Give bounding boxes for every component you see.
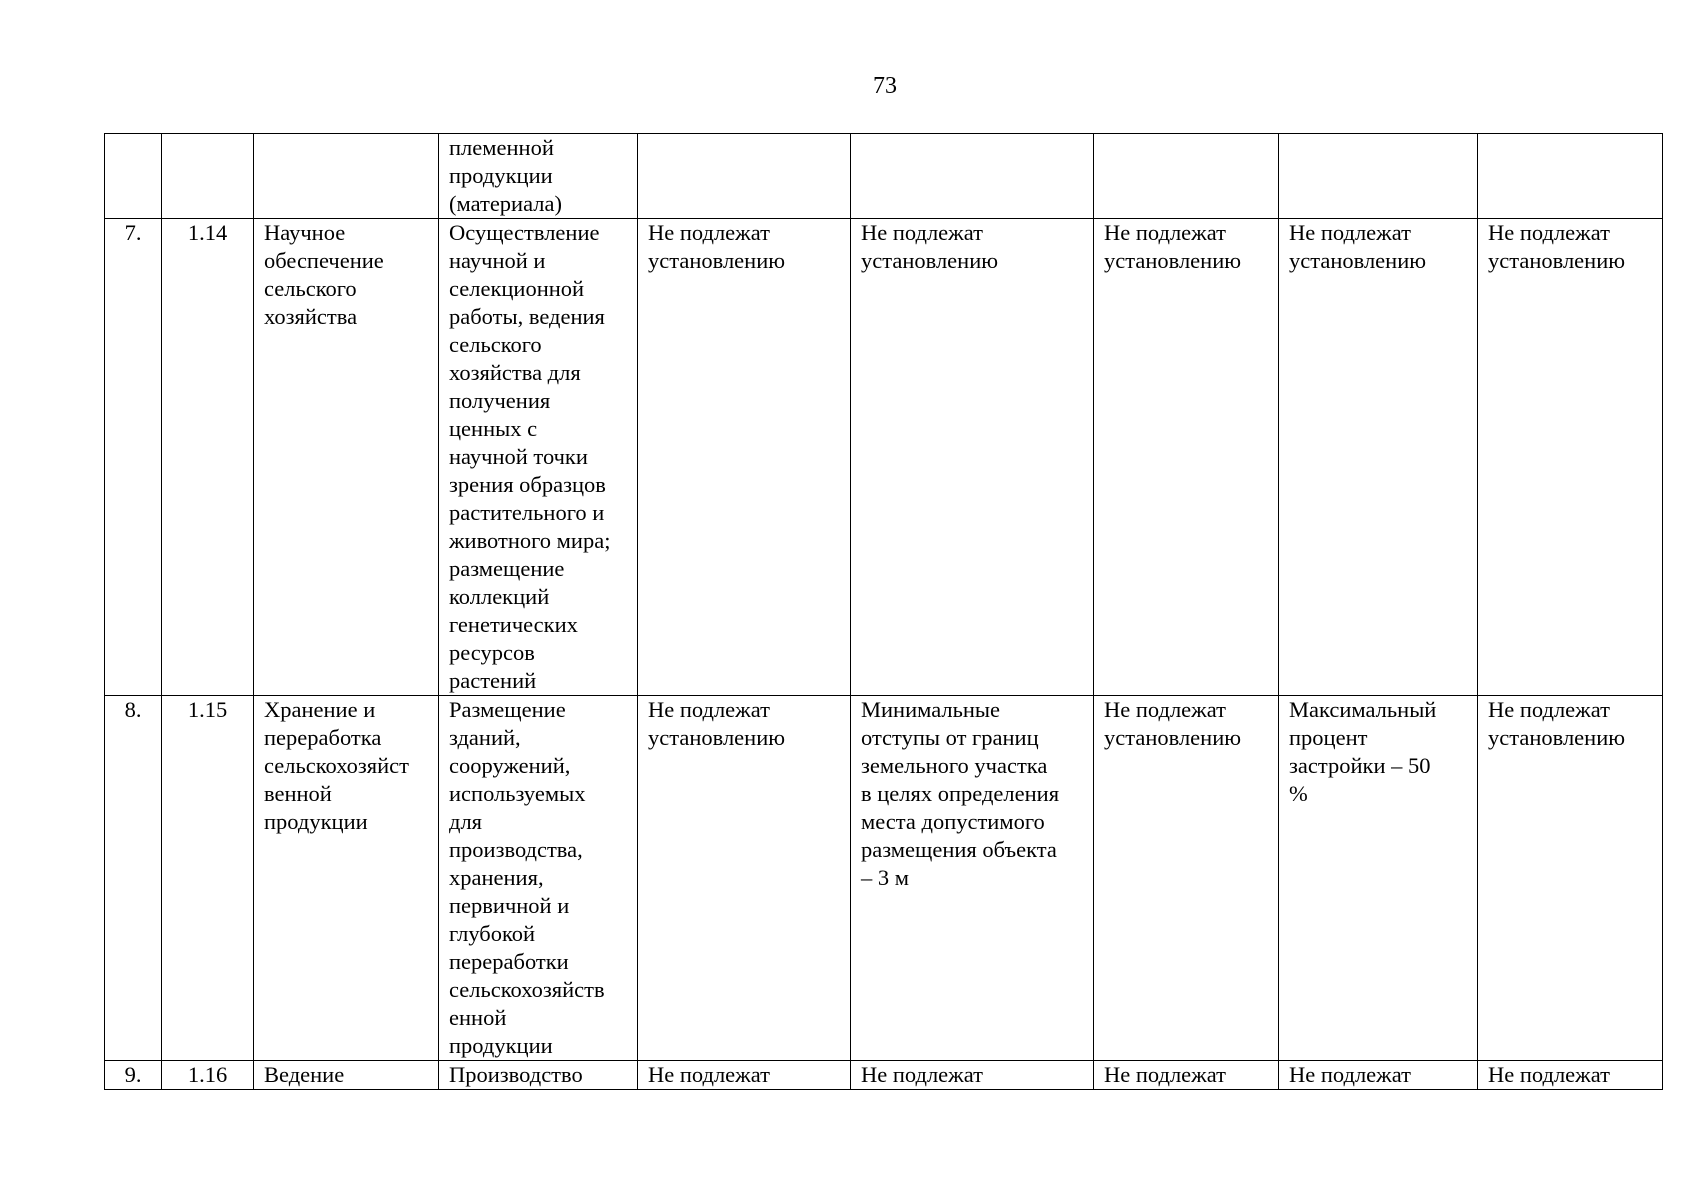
cell-line: сельскохозяйств [449,977,605,1002]
cell-line: застройки – 50 [1289,753,1431,778]
cell-line: установлению [1289,248,1427,273]
code-cell [162,1061,254,1090]
cell-line: установлению [1488,248,1626,273]
param-cell-3 [1094,219,1279,696]
param-cell-4 [1279,219,1478,696]
row-number-cell [105,696,162,1061]
cell-line: установлению [648,248,786,273]
cell-line: сельскохозяйст [264,753,409,778]
table-row [105,696,1663,1061]
cell-line: венной [264,781,332,806]
cell-line: процент [1289,725,1368,750]
cell-line: Научное [264,220,346,245]
cell-line: Не подлежат [648,220,770,245]
param-cell-1 [638,219,851,696]
cell-line: продукции [264,809,368,834]
cell-line: Размещение [449,697,566,722]
cell-line: 8. [124,697,142,722]
table-row [105,134,1663,219]
cell-line: 1.16 [187,1062,228,1087]
use-description-cell [439,696,638,1061]
regulations-table [104,133,1663,1090]
row-number-cell [105,219,162,696]
cell-line: (материала) [449,191,562,216]
cell-line: Не подлежат [1488,1062,1610,1087]
param-cell-5 [1478,1061,1663,1090]
param-cell-2 [851,219,1094,696]
cell-line: Не подлежат [1104,697,1226,722]
table-row [105,219,1663,696]
cell-line: для [449,809,483,834]
cell-line: 1.14 [187,220,228,245]
param-cell-2 [851,696,1094,1061]
row-number-cell [105,1061,162,1090]
cell-line: ресурсов [449,640,535,665]
use-name-cell [254,219,439,696]
cell-line: переработка [264,725,382,750]
cell-line: обеспечение [264,248,384,273]
use-description-cell [439,219,638,696]
cell-line: Осуществление [449,220,600,245]
cell-line: Не подлежат [648,1062,770,1087]
cell-line: научной и [449,248,546,273]
table-row [105,1061,1663,1090]
cell-line: – 3 м [861,865,909,890]
param-cell-4 [1279,1061,1478,1090]
cell-line: енной [449,1005,507,1030]
use-name-cell [254,696,439,1061]
cell-line: Производство [449,1062,583,1087]
cell-line: зданий, [449,725,521,750]
param-cell-5 [1478,134,1663,219]
table-body [105,134,1663,1090]
param-cell-1 [638,696,851,1061]
cell-line: установлению [1488,725,1626,750]
cell-line: Не подлежат [1104,220,1226,245]
param-cell-3 [1094,696,1279,1061]
cell-line: Хранение и [264,697,376,722]
param-cell-1 [638,1061,851,1090]
row-number-cell [105,134,162,219]
cell-line: первичной и [449,893,570,918]
cell-line: размещение [449,556,565,581]
param-cell-5 [1478,696,1663,1061]
cell-line: ценных с [449,416,538,441]
cell-line: установлению [648,725,786,750]
code-cell [162,219,254,696]
cell-line: продукции [449,1033,553,1058]
cell-line: земельного участка [861,753,1048,778]
cell-line: хозяйства [264,304,358,329]
cell-line: Не подлежат [1289,220,1411,245]
page-number: 73 [873,73,897,99]
cell-line: 1.15 [187,697,228,722]
cell-line: продукции [449,163,553,188]
cell-line: Минимальные [861,697,1001,722]
cell-line: Не подлежат [1488,697,1610,722]
cell-line: сооружений, [449,753,571,778]
param-cell-3 [1094,1061,1279,1090]
param-cell-2 [851,1061,1094,1090]
code-cell [162,696,254,1061]
use-description-cell [439,1061,638,1090]
cell-line: Не подлежат [861,1062,983,1087]
cell-line: племенной [449,135,554,160]
cell-line: размещения объекта [861,837,1057,862]
cell-line: установлению [861,248,999,273]
cell-line: хранения, [449,865,544,890]
cell-line: растительного и [449,500,605,525]
param-cell-5 [1478,219,1663,696]
cell-line: получения [449,388,551,413]
cell-line: животного мира; [449,528,611,553]
cell-line: растений [449,668,537,693]
cell-line: Не подлежат [648,697,770,722]
cell-line: используемых [449,781,586,806]
cell-line: Не подлежат [1104,1062,1226,1087]
cell-line: Не подлежат [1488,220,1610,245]
cell-line: генетических [449,612,578,637]
cell-line: научной точки [449,444,588,469]
param-cell-4 [1279,696,1478,1061]
cell-line: сельского [264,276,357,301]
param-cell-4 [1279,134,1478,219]
cell-line: переработки [449,949,569,974]
code-cell [162,134,254,219]
use-name-cell [254,1061,439,1090]
param-cell-3 [1094,134,1279,219]
cell-line: установлению [1104,248,1242,273]
cell-line: % [1289,781,1308,806]
cell-line: хозяйства для [449,360,581,385]
cell-line: Ведение [264,1062,345,1087]
cell-line: селекционной [449,276,585,301]
cell-line: Не подлежат [861,220,983,245]
cell-line: установлению [1104,725,1242,750]
use-description-cell [439,134,638,219]
param-cell-2 [851,134,1094,219]
cell-line: отступы от границ [861,725,1039,750]
cell-line: в целях определения [861,781,1060,806]
cell-line: работы, ведения [449,304,605,329]
cell-line: сельского [449,332,542,357]
cell-line: Максимальный [1289,697,1437,722]
cell-line: 7. [124,220,142,245]
cell-line: глубокой [449,921,536,946]
cell-line: зрения образцов [449,472,606,497]
cell-line: производства, [449,837,583,862]
cell-line: места допустимого [861,809,1045,834]
cell-line: коллекций [449,584,550,609]
cell-line: 9. [124,1062,142,1087]
param-cell-1 [638,134,851,219]
cell-line: Не подлежат [1289,1062,1411,1087]
use-name-cell [254,134,439,219]
